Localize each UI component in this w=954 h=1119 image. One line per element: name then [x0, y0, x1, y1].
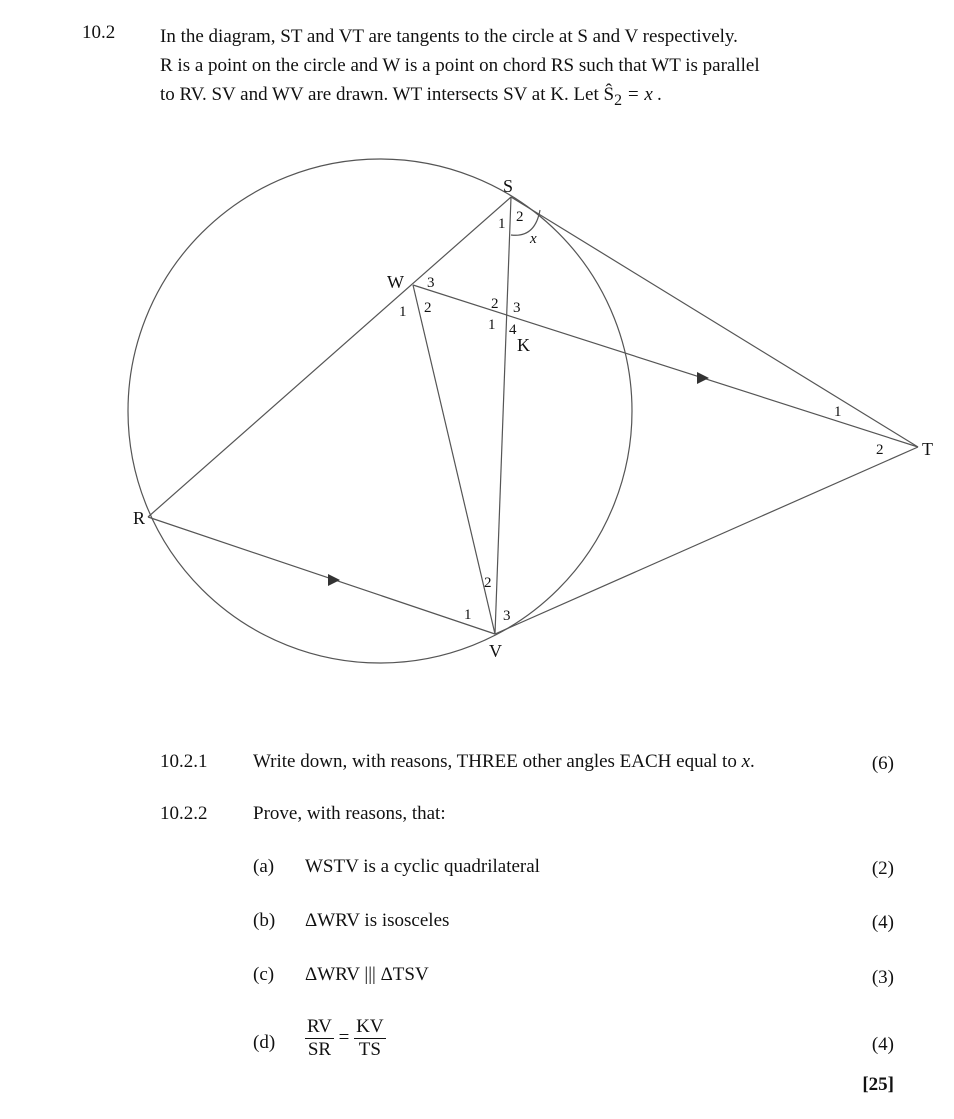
part-10-2-1-var: x: [741, 751, 751, 772]
angle-S1: 1: [498, 216, 506, 232]
subpart-a-marks: (2): [871, 858, 894, 879]
angle-K2: 2: [491, 296, 499, 312]
angle-V3: 3: [503, 608, 511, 624]
subpart-b-marks: (4): [871, 912, 894, 933]
point-K: K: [517, 335, 530, 355]
given-rhs: = x .: [626, 84, 663, 105]
angle-W1: 1: [399, 304, 407, 320]
subpart-a-text: WSTV is a cyclic quadrilateral: [305, 856, 540, 877]
part-10-2-2-text: Prove, with reasons, that:: [253, 803, 446, 824]
angle-V2: 2: [484, 575, 492, 591]
intro-line-2: R is a point on the circle and W is a point on chord RS such that WT is parallel: [160, 55, 760, 76]
point-V: V: [489, 641, 502, 661]
part-10-2-2-number: 10.2.2: [160, 803, 208, 824]
line-ST: [511, 197, 918, 447]
angle-T1: 1: [834, 404, 842, 420]
angle-S2: 2: [516, 209, 524, 225]
subpart-d-marks: (4): [871, 1034, 894, 1055]
subpart-d-ratio: [305, 1016, 386, 1061]
angle-K1: 1: [488, 317, 496, 333]
parallel-arrow-WT: [697, 372, 709, 384]
given-angle: $Ŝ_2$: [603, 84, 623, 109]
equals-sign: =: [338, 1026, 350, 1048]
fraction-kv-ts: $\frac{KV}{TS}$: [356, 1016, 384, 1060]
question-number: 10.2: [82, 22, 116, 43]
subpart-c-marks: (3): [871, 967, 894, 988]
line-VT: [495, 447, 918, 634]
point-S: S: [503, 176, 514, 196]
point-T: T: [922, 439, 933, 459]
subpart-c-text: ΔWRV ||| ΔTSV: [305, 964, 429, 985]
line-WT: [413, 285, 918, 447]
part-10-2-1-marks: (6): [871, 753, 894, 774]
line-RV: [148, 517, 495, 634]
circle: [128, 159, 632, 663]
angle-V1: 1: [464, 607, 472, 623]
angle-x-label: x: [530, 231, 537, 247]
point-R: R: [133, 508, 146, 528]
line-WV: [413, 285, 495, 634]
subpart-b-label: (b): [253, 910, 276, 931]
parallel-arrow-RV: [328, 574, 340, 586]
angle-T2: 2: [876, 442, 884, 458]
part-10-2-1-number: 10.2.1: [160, 751, 208, 772]
fraction-rv-sr: $\frac{RV}{SR}$: [307, 1016, 332, 1060]
part-10-2-1-text: Write down, with reasons, THREE other angles EACH equal to x.: [253, 751, 755, 772]
question-total: [25]: [862, 1074, 894, 1095]
angle-W3: 3: [427, 275, 435, 291]
intro-line-1: In the diagram, ST and VT are tangents to the circle at S and V respectively.: [160, 26, 738, 47]
subpart-b-text: ΔWRV is isosceles: [305, 910, 450, 931]
angle-K4: 4: [509, 322, 517, 338]
angle-K3: 3: [513, 300, 521, 316]
intro-line-3-text: to RV. SV and WV are drawn. WT intersects SV at K. Let: [160, 84, 599, 105]
line-SV: [495, 197, 511, 634]
subpart-d-label: (d): [253, 1032, 276, 1053]
angle-W2: 2: [424, 300, 432, 316]
point-W: W: [387, 272, 404, 292]
subpart-a-label: (a): [253, 856, 275, 877]
subpart-c-label: (c): [253, 964, 275, 985]
